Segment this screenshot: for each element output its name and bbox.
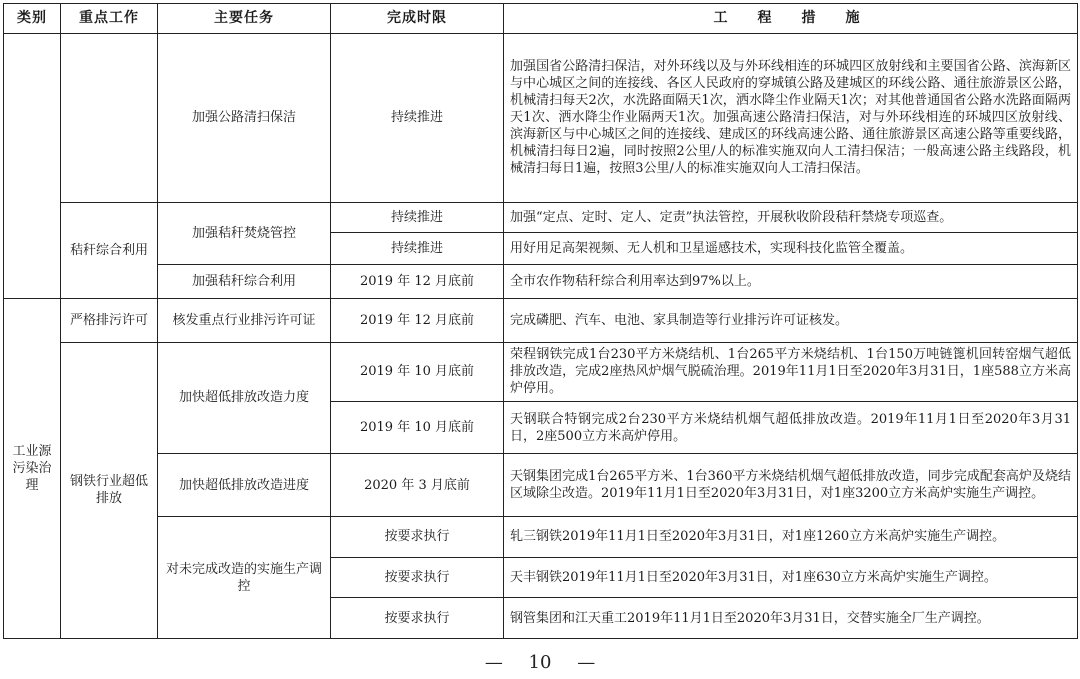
deadline-cell: 持续推进: [331, 202, 504, 232]
page-dash-right: —: [577, 652, 596, 673]
table-row: [4, 517, 1078, 558]
deadline-cell: 2019 年 10 月底前: [331, 342, 504, 402]
main-task-cell: 对未完成改造的实施生产调控: [158, 517, 331, 639]
measures-table: [3, 3, 1078, 639]
main-task-cell: 加强秸秆综合利用: [158, 265, 331, 298]
deadline-cell: 2019 年 12 月底前: [331, 298, 504, 342]
category-cell: 工业源污染治理: [4, 298, 61, 638]
page-dash-left: —: [484, 652, 503, 673]
key-work-cell: 钢铁行业超低排放: [61, 342, 158, 638]
deadline-cell: 按要求执行: [331, 598, 504, 639]
measure-cell: 轧三钢铁2019年11月1日至2020年3月31日，对1座1260立方米高炉实施生产调控。: [504, 517, 1078, 558]
deadline-cell: 2019 年 10 月底前: [331, 402, 504, 454]
key-work-cell: [61, 34, 158, 203]
measure-cell: 加强“定点、定时、定人、定责”执法管控，开展秋收阶段秸秆禁烧专项巡查。: [504, 202, 1078, 232]
deadline-cell: 按要求执行: [331, 517, 504, 558]
deadline-cell: 持续推进: [331, 232, 504, 264]
page-footer: [0, 652, 1080, 673]
measure-cell: 钢管集团和江天重工2019年11月1日至2020年3月31日，交替实施全厂生产调控。: [504, 598, 1078, 639]
deadline-cell: 2020 年 3 月底前: [331, 454, 504, 517]
measure-cell: 全市农作物秸秆综合利用率达到97%以上。: [504, 265, 1078, 298]
main-task-cell: 核发重点行业排污许可证: [158, 298, 331, 342]
table-row: [4, 202, 1078, 232]
deadline-cell: 按要求执行: [331, 557, 504, 598]
header-main-task: 主要任务: [158, 4, 331, 34]
measure-cell: 天钢集团完成1台265平方米、1台360平方米烧结机烟气超低排放改造，同步完成配套高炉及烧结区域除尘改造。2019年11月1日至2020年3月31日，对1座3200立方米高炉实施生产调控。: [504, 454, 1078, 517]
header-row: [4, 4, 1078, 34]
header-category: 类别: [4, 4, 61, 34]
key-work-cell: 严格排污许可: [61, 298, 158, 342]
deadline-cell: 持续推进: [331, 34, 504, 203]
main-task-cell: 加快超低排放改造力度: [158, 342, 331, 454]
key-work-cell: 秸秆综合利用: [61, 202, 158, 298]
measure-cell: 天钢联合特钢完成2台230平方米烧结机烟气超低排放改造。2019年11月1日至2020年3月31日，2座500立方米高炉停用。: [504, 402, 1078, 454]
main-task-cell: 加强公路清扫保洁: [158, 34, 331, 203]
main-task-cell: 加快超低排放改造进度: [158, 454, 331, 517]
header-deadline: 完成时限: [331, 4, 504, 34]
deadline-cell: 2019 年 12 月底前: [331, 265, 504, 298]
measure-cell: 用好用足高架视频、无人机和卫星遥感技术，实现科技化监管全覆盖。: [504, 232, 1078, 264]
measure-cell: 加强国省公路清扫保洁，对外环线以及与外环线相连的环城四区放射线和主要国省公路、滨海新区与中心城区之间的连接线、各区人民政府的穿城镇公路及建城区的环线公路、通往旅游景区公路，机械清扫每天2次，水洗路面隔天1次，洒水降尘作业隔天1次；对其他普通国省公路水洗路面隔两天1次、洒水降尘作业隔两天1次。加强高速公路清扫保洁，对与外环线相连的环城四区放射线、滨海新区与中心城区之间的连接线、建成区的环线高速公路、通往旅游景区高速公路等重要线路，机械清扫每日2遍，同时按照2公里/人的标准实施双向人工清扫保洁；一般高速公路主线路段，机械清扫每日1遍，按照3公里/人的标准实施双向人工清扫保洁。: [504, 34, 1078, 203]
measure-cell: 荣程钢铁完成1台230平方米烧结机、1台265平方米烧结机、1台150万吨链篦机回转窑烟气超低排放改造，完成2座热风炉烟气脱硫治理。2019年11月1日至2020年3月31日，1座588立方米高炉停用。: [504, 342, 1078, 402]
main-task-cell: 加强秸秆焚烧管控: [158, 202, 331, 265]
measure-cell: 天丰钢铁2019年11月1日至2020年3月31日，对1座630立方米高炉实施生产调控。: [504, 557, 1078, 598]
table-row: [4, 342, 1078, 402]
header-key-work: 重点工作: [61, 4, 158, 34]
table-row: [4, 265, 1078, 298]
table-row: [4, 454, 1078, 517]
page-number: 10: [528, 652, 552, 673]
header-measures: 工 程 措 施: [504, 4, 1078, 34]
table-row: [4, 298, 1078, 342]
table-row: [4, 34, 1078, 203]
category-cell: [4, 34, 61, 299]
measure-cell: 完成磷肥、汽车、电池、家具制造等行业排污许可证核发。: [504, 298, 1078, 342]
